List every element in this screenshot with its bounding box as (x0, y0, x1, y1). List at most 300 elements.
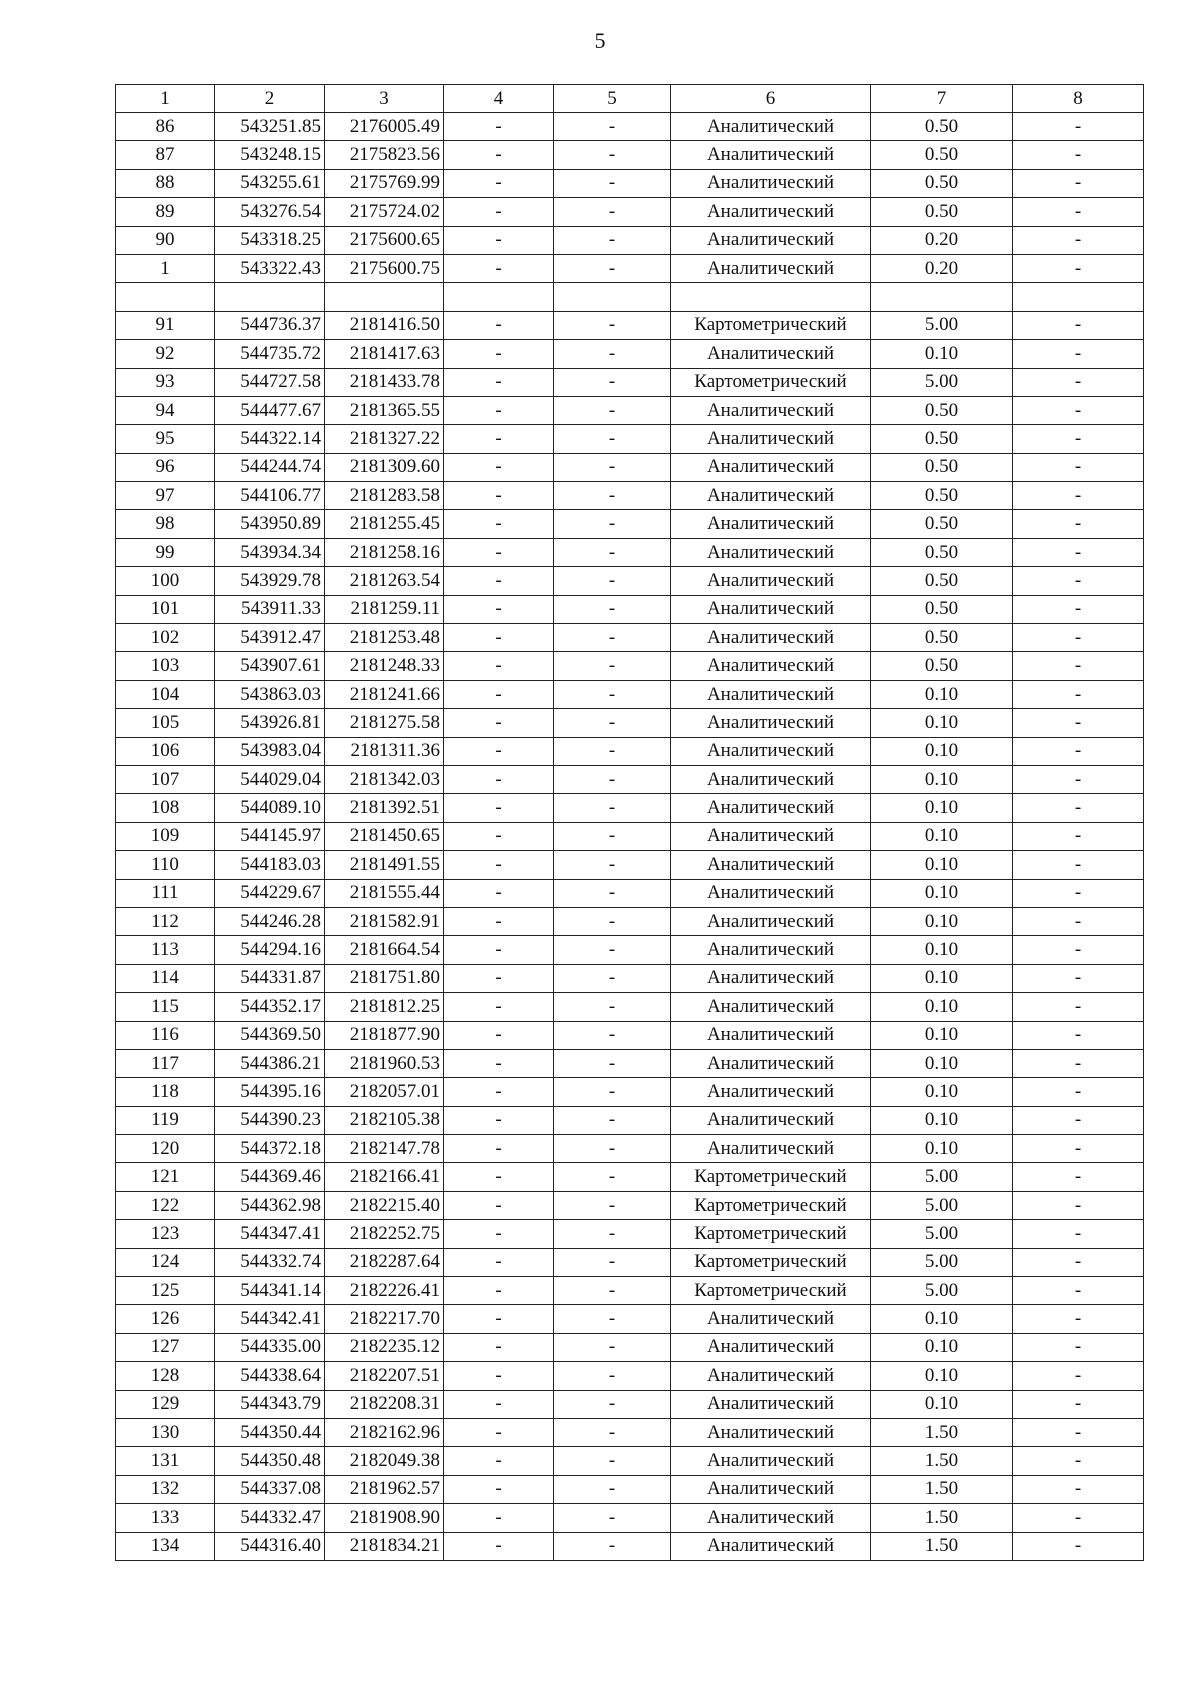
point-number-cell: 108 (116, 794, 215, 822)
accuracy-cell: 0.50 (871, 425, 1013, 453)
point-number-cell: 94 (116, 396, 215, 424)
col8-cell: - (1013, 1305, 1144, 1333)
method-cell: Аналитический (671, 765, 871, 793)
x-coordinate-cell: 544350.48 (215, 1447, 325, 1475)
point-number-cell: 109 (116, 822, 215, 850)
col8-cell: - (1013, 396, 1144, 424)
y-coordinate-cell: 2182287.64 (325, 1248, 444, 1276)
accuracy-cell: 0.10 (871, 765, 1013, 793)
method-cell: Аналитический (671, 340, 871, 368)
method-cell: Аналитический (671, 1049, 871, 1077)
col8-cell: - (1013, 1021, 1144, 1049)
method-cell: Аналитический (671, 538, 871, 566)
col8-cell: - (1013, 822, 1144, 850)
table-row (116, 567, 1144, 595)
table-row (116, 879, 1144, 907)
column-header: 1 (116, 85, 215, 113)
col4-cell: - (444, 482, 554, 510)
table-row (116, 1049, 1144, 1077)
col8-cell: - (1013, 368, 1144, 396)
y-coordinate-cell: 2181241.66 (325, 680, 444, 708)
col4-cell: - (444, 680, 554, 708)
point-number-cell: 116 (116, 1021, 215, 1049)
x-coordinate-cell: 544322.14 (215, 425, 325, 453)
accuracy-cell: 0.10 (871, 1021, 1013, 1049)
x-coordinate-cell: 544316.40 (215, 1532, 325, 1560)
method-cell: Аналитический (671, 482, 871, 510)
table-row (116, 1418, 1144, 1446)
col5-cell: - (554, 1078, 671, 1106)
table-row (116, 254, 1144, 282)
y-coordinate-cell: 2182208.31 (325, 1390, 444, 1418)
point-number-cell: 129 (116, 1390, 215, 1418)
x-coordinate-cell: 543863.03 (215, 680, 325, 708)
accuracy-cell: 5.00 (871, 311, 1013, 339)
table-row (116, 169, 1144, 197)
col5-cell: - (554, 907, 671, 935)
accuracy-cell: 0.50 (871, 510, 1013, 538)
col4-cell: - (444, 936, 554, 964)
col8-cell: - (1013, 1504, 1144, 1532)
x-coordinate-cell: 543907.61 (215, 652, 325, 680)
col5-cell: - (554, 1163, 671, 1191)
y-coordinate-cell (325, 283, 444, 311)
point-number-cell: 111 (116, 879, 215, 907)
y-coordinate-cell: 2181365.55 (325, 396, 444, 424)
x-coordinate-cell: 543251.85 (215, 113, 325, 141)
accuracy-cell: 0.10 (871, 1390, 1013, 1418)
accuracy-cell: 0.20 (871, 226, 1013, 254)
method-cell: Аналитический (671, 1333, 871, 1361)
col4-cell: - (444, 1135, 554, 1163)
col5-cell: - (554, 595, 671, 623)
col4-cell: - (444, 907, 554, 935)
y-coordinate-cell: 2175724.02 (325, 198, 444, 226)
col8-cell: - (1013, 1333, 1144, 1361)
point-number-cell: 132 (116, 1475, 215, 1503)
table-row (116, 765, 1144, 793)
col8-cell: - (1013, 964, 1144, 992)
col4-cell: - (444, 765, 554, 793)
col8-cell: - (1013, 311, 1144, 339)
y-coordinate-cell: 2182235.12 (325, 1333, 444, 1361)
y-coordinate-cell: 2181960.53 (325, 1049, 444, 1077)
col5-cell: - (554, 1390, 671, 1418)
col4-cell: - (444, 113, 554, 141)
col5-cell: - (554, 254, 671, 282)
col5-cell: - (554, 1049, 671, 1077)
table-row (116, 851, 1144, 879)
col8-cell: - (1013, 453, 1144, 481)
col5-cell: - (554, 1418, 671, 1446)
table-row (116, 709, 1144, 737)
accuracy-cell: 0.10 (871, 907, 1013, 935)
col5-cell: - (554, 765, 671, 793)
accuracy-cell: 0.10 (871, 340, 1013, 368)
accuracy-cell: 0.50 (871, 652, 1013, 680)
col5-cell: - (554, 624, 671, 652)
point-number-cell: 117 (116, 1049, 215, 1077)
col5-cell: - (554, 1504, 671, 1532)
col4-cell: - (444, 964, 554, 992)
col8-cell: - (1013, 993, 1144, 1021)
col5-cell: - (554, 652, 671, 680)
x-coordinate-cell: 544350.44 (215, 1418, 325, 1446)
point-number-cell: 98 (116, 510, 215, 538)
table-row (116, 198, 1144, 226)
table-row (116, 1106, 1144, 1134)
col4-cell: - (444, 453, 554, 481)
method-cell: Аналитический (671, 936, 871, 964)
col4-cell: - (444, 794, 554, 822)
method-cell: Аналитический (671, 1021, 871, 1049)
point-number-cell: 89 (116, 198, 215, 226)
point-number-cell: 97 (116, 482, 215, 510)
table-row (116, 113, 1144, 141)
col4-cell: - (444, 595, 554, 623)
point-number-cell: 107 (116, 765, 215, 793)
method-cell: Аналитический (671, 1418, 871, 1446)
point-number-cell: 99 (116, 538, 215, 566)
col4-cell: - (444, 141, 554, 169)
method-cell: Аналитический (671, 652, 871, 680)
col4-cell: - (444, 1191, 554, 1219)
col5-cell: - (554, 1447, 671, 1475)
col5-cell: - (554, 680, 671, 708)
col4-cell: - (444, 254, 554, 282)
x-coordinate-cell: 543929.78 (215, 567, 325, 595)
col4-cell: - (444, 1504, 554, 1532)
y-coordinate-cell: 2181834.21 (325, 1532, 444, 1560)
col4-cell: - (444, 396, 554, 424)
method-cell: Аналитический (671, 964, 871, 992)
col5-cell: - (554, 1021, 671, 1049)
table-row (116, 595, 1144, 623)
col5-cell: - (554, 226, 671, 254)
col8-cell: - (1013, 595, 1144, 623)
col4-cell: - (444, 567, 554, 595)
col8-cell: - (1013, 340, 1144, 368)
y-coordinate-cell: 2181259.11 (325, 595, 444, 623)
accuracy-cell: 0.10 (871, 1106, 1013, 1134)
table-row (116, 1362, 1144, 1390)
x-coordinate-cell: 544390.23 (215, 1106, 325, 1134)
y-coordinate-cell: 2182252.75 (325, 1220, 444, 1248)
col5-cell: - (554, 1333, 671, 1361)
column-header: 4 (444, 85, 554, 113)
col5-cell: - (554, 141, 671, 169)
x-coordinate-cell: 544369.46 (215, 1163, 325, 1191)
y-coordinate-cell: 2181258.16 (325, 538, 444, 566)
method-cell: Аналитический (671, 396, 871, 424)
col5-cell: - (554, 1191, 671, 1219)
y-coordinate-cell: 2181311.36 (325, 737, 444, 765)
col4-cell: - (444, 169, 554, 197)
point-number-cell: 91 (116, 311, 215, 339)
y-coordinate-cell: 2181433.78 (325, 368, 444, 396)
point-number-cell: 101 (116, 595, 215, 623)
col4-cell: - (444, 1305, 554, 1333)
table-row (116, 340, 1144, 368)
method-cell: Аналитический (671, 1475, 871, 1503)
table-row (116, 425, 1144, 453)
table-row (116, 1333, 1144, 1361)
table-row (116, 936, 1144, 964)
x-coordinate-cell: 544395.16 (215, 1078, 325, 1106)
accuracy-cell: 0.10 (871, 1078, 1013, 1106)
x-coordinate-cell: 544338.64 (215, 1362, 325, 1390)
table-row (116, 226, 1144, 254)
col8-cell: - (1013, 482, 1144, 510)
col5-cell (554, 283, 671, 311)
col5-cell: - (554, 538, 671, 566)
method-cell: Аналитический (671, 169, 871, 197)
col5-cell: - (554, 1362, 671, 1390)
x-coordinate-cell: 544294.16 (215, 936, 325, 964)
x-coordinate-cell: 543926.81 (215, 709, 325, 737)
y-coordinate-cell: 2181751.80 (325, 964, 444, 992)
col8-cell: - (1013, 936, 1144, 964)
y-coordinate-cell: 2181664.54 (325, 936, 444, 964)
accuracy-cell: 0.10 (871, 794, 1013, 822)
method-cell: Аналитический (671, 567, 871, 595)
col4-cell: - (444, 1333, 554, 1361)
x-coordinate-cell: 543276.54 (215, 198, 325, 226)
col5-cell: - (554, 510, 671, 538)
method-cell: Аналитический (671, 141, 871, 169)
point-number-cell: 96 (116, 453, 215, 481)
accuracy-cell: 1.50 (871, 1418, 1013, 1446)
method-cell: Аналитический (671, 794, 871, 822)
point-number-cell: 110 (116, 851, 215, 879)
column-header: 5 (554, 85, 671, 113)
method-cell: Картометрический (671, 1191, 871, 1219)
col8-cell: - (1013, 1248, 1144, 1276)
x-coordinate-cell: 544332.74 (215, 1248, 325, 1276)
col4-cell (444, 283, 554, 311)
x-coordinate-cell: 544246.28 (215, 907, 325, 935)
point-number-cell: 127 (116, 1333, 215, 1361)
x-coordinate-cell: 544477.67 (215, 396, 325, 424)
method-cell: Аналитический (671, 254, 871, 282)
accuracy-cell: 0.10 (871, 936, 1013, 964)
table-row (116, 1163, 1144, 1191)
table-row (116, 1447, 1144, 1475)
y-coordinate-cell: 2181327.22 (325, 425, 444, 453)
method-cell: Аналитический (671, 737, 871, 765)
table-body (116, 113, 1144, 1561)
method-cell: Аналитический (671, 226, 871, 254)
col4-cell: - (444, 1078, 554, 1106)
point-number-cell: 134 (116, 1532, 215, 1560)
col8-cell: - (1013, 169, 1144, 197)
method-cell: Картометрический (671, 1277, 871, 1305)
accuracy-cell: 5.00 (871, 368, 1013, 396)
table-row (116, 822, 1144, 850)
point-number-cell: 124 (116, 1248, 215, 1276)
accuracy-cell: 0.50 (871, 482, 1013, 510)
accuracy-cell: 0.10 (871, 1362, 1013, 1390)
x-coordinate-cell: 544347.41 (215, 1220, 325, 1248)
col8-cell: - (1013, 794, 1144, 822)
table-row (116, 283, 1144, 311)
y-coordinate-cell: 2175600.65 (325, 226, 444, 254)
method-cell: Аналитический (671, 453, 871, 481)
x-coordinate-cell: 544244.74 (215, 453, 325, 481)
point-number-cell: 106 (116, 737, 215, 765)
point-number-cell: 88 (116, 169, 215, 197)
col4-cell: - (444, 1447, 554, 1475)
y-coordinate-cell: 2181491.55 (325, 851, 444, 879)
accuracy-cell: 1.50 (871, 1504, 1013, 1532)
table-row (116, 1532, 1144, 1560)
accuracy-cell: 5.00 (871, 1163, 1013, 1191)
x-coordinate-cell: 543983.04 (215, 737, 325, 765)
point-number-cell: 92 (116, 340, 215, 368)
y-coordinate-cell: 2181283.58 (325, 482, 444, 510)
col5-cell: - (554, 709, 671, 737)
col8-cell: - (1013, 113, 1144, 141)
accuracy-cell: 0.10 (871, 680, 1013, 708)
col8-cell: - (1013, 1106, 1144, 1134)
point-number-cell: 123 (116, 1220, 215, 1248)
x-coordinate-cell: 544342.41 (215, 1305, 325, 1333)
x-coordinate-cell: 544337.08 (215, 1475, 325, 1503)
point-number-cell: 115 (116, 993, 215, 1021)
col4-cell: - (444, 737, 554, 765)
x-coordinate-cell: 544369.50 (215, 1021, 325, 1049)
col4-cell: - (444, 1390, 554, 1418)
method-cell: Картометрический (671, 1248, 871, 1276)
accuracy-cell: 0.50 (871, 169, 1013, 197)
col4-cell: - (444, 1220, 554, 1248)
method-cell (671, 283, 871, 311)
col5-cell: - (554, 1475, 671, 1503)
y-coordinate-cell: 2175600.75 (325, 254, 444, 282)
y-coordinate-cell: 2181342.03 (325, 765, 444, 793)
col4-cell: - (444, 822, 554, 850)
y-coordinate-cell: 2182049.38 (325, 1447, 444, 1475)
y-coordinate-cell: 2181253.48 (325, 624, 444, 652)
point-number-cell: 128 (116, 1362, 215, 1390)
x-coordinate-cell: 544229.67 (215, 879, 325, 907)
method-cell: Аналитический (671, 425, 871, 453)
col5-cell: - (554, 851, 671, 879)
col4-cell: - (444, 624, 554, 652)
table-row (116, 1277, 1144, 1305)
col4-cell: - (444, 368, 554, 396)
accuracy-cell: 1.50 (871, 1532, 1013, 1560)
col5-cell: - (554, 936, 671, 964)
x-coordinate-cell: 543322.43 (215, 254, 325, 282)
col8-cell: - (1013, 1447, 1144, 1475)
accuracy-cell: 0.50 (871, 141, 1013, 169)
table-row (116, 907, 1144, 935)
accuracy-cell: 0.20 (871, 254, 1013, 282)
table-row (116, 453, 1144, 481)
coordinates-table (115, 84, 1144, 1561)
y-coordinate-cell: 2182162.96 (325, 1418, 444, 1446)
col5-cell: - (554, 198, 671, 226)
accuracy-cell: 5.00 (871, 1220, 1013, 1248)
accuracy-cell: 0.10 (871, 822, 1013, 850)
point-number-cell: 104 (116, 680, 215, 708)
accuracy-cell: 0.50 (871, 624, 1013, 652)
col5-cell: - (554, 964, 671, 992)
col8-cell: - (1013, 1532, 1144, 1560)
y-coordinate-cell: 2182166.41 (325, 1163, 444, 1191)
table-row (116, 652, 1144, 680)
x-coordinate-cell: 544331.87 (215, 964, 325, 992)
accuracy-cell: 0.10 (871, 709, 1013, 737)
col4-cell: - (444, 1049, 554, 1077)
method-cell: Аналитический (671, 822, 871, 850)
point-number-cell: 86 (116, 113, 215, 141)
method-cell: Аналитический (671, 709, 871, 737)
method-cell: Аналитический (671, 198, 871, 226)
x-coordinate-cell: 544386.21 (215, 1049, 325, 1077)
method-cell: Картометрический (671, 368, 871, 396)
col4-cell: - (444, 311, 554, 339)
accuracy-cell: 0.10 (871, 879, 1013, 907)
y-coordinate-cell: 2182057.01 (325, 1078, 444, 1106)
point-number-cell: 118 (116, 1078, 215, 1106)
point-number-cell: 102 (116, 624, 215, 652)
x-coordinate-cell: 544183.03 (215, 851, 325, 879)
method-cell: Аналитический (671, 1504, 871, 1532)
x-coordinate-cell: 544727.58 (215, 368, 325, 396)
accuracy-cell: 1.50 (871, 1475, 1013, 1503)
method-cell: Аналитический (671, 595, 871, 623)
y-coordinate-cell: 2182147.78 (325, 1135, 444, 1163)
col5-cell: - (554, 567, 671, 595)
col5-cell: - (554, 113, 671, 141)
col5-cell: - (554, 822, 671, 850)
method-cell: Аналитический (671, 1532, 871, 1560)
accuracy-cell: 0.50 (871, 567, 1013, 595)
x-coordinate-cell (215, 283, 325, 311)
table-row (116, 396, 1144, 424)
col5-cell: - (554, 169, 671, 197)
method-cell: Аналитический (671, 1135, 871, 1163)
y-coordinate-cell: 2181877.90 (325, 1021, 444, 1049)
method-cell: Картометрический (671, 1163, 871, 1191)
table-row (116, 993, 1144, 1021)
x-coordinate-cell: 543950.89 (215, 510, 325, 538)
y-coordinate-cell: 2181275.58 (325, 709, 444, 737)
table-row (116, 1248, 1144, 1276)
method-cell: Аналитический (671, 879, 871, 907)
y-coordinate-cell: 2181263.54 (325, 567, 444, 595)
method-cell: Аналитический (671, 1078, 871, 1106)
col8-cell: - (1013, 907, 1144, 935)
y-coordinate-cell: 2181392.51 (325, 794, 444, 822)
col8-cell: - (1013, 1135, 1144, 1163)
col8-cell (1013, 283, 1144, 311)
col8-cell: - (1013, 538, 1144, 566)
x-coordinate-cell: 543912.47 (215, 624, 325, 652)
y-coordinate-cell: 2175823.56 (325, 141, 444, 169)
point-number-cell: 120 (116, 1135, 215, 1163)
accuracy-cell: 0.50 (871, 453, 1013, 481)
point-number-cell: 122 (116, 1191, 215, 1219)
method-cell: Аналитический (671, 1390, 871, 1418)
point-number-cell: 113 (116, 936, 215, 964)
method-cell: Аналитический (671, 1447, 871, 1475)
method-cell: Аналитический (671, 1362, 871, 1390)
y-coordinate-cell: 2181417.63 (325, 340, 444, 368)
point-number-cell: 126 (116, 1305, 215, 1333)
